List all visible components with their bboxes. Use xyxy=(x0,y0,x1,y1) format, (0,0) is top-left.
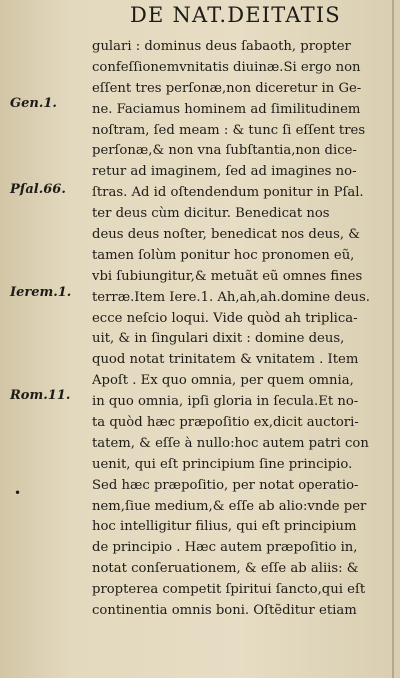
text-line: de principio . Hæc autem præpoſitio in, xyxy=(92,540,358,556)
margin-note-genesis: Gen.1. xyxy=(10,96,57,111)
text-line: in quo omnia, ipſi gloria in ſecula.Et no- xyxy=(92,394,359,410)
text-line: tamen ſolùm ponitur hoc pronomen eũ, xyxy=(92,247,355,263)
text-line: gulari : dominus deus ſabaoth, propter xyxy=(92,39,351,54)
text-line: notat conſeruationem, & eſſe ab aliis: & xyxy=(92,561,359,577)
text-line: quod notat trinitatem & vnitatem . Item xyxy=(92,352,359,368)
text-line: nem,ſiue medium,& eſſe ab alio:vnde per xyxy=(92,498,367,514)
text-line: ſtras. Ad id oſtendendum ponitur in Pſal. xyxy=(92,185,364,201)
text-line: uenit, qui eſt principium ſine principio. xyxy=(92,456,353,472)
text-line: ne. Faciamus hominem ad ſimilitudinem xyxy=(92,101,361,117)
text-line: uit, & in ſingulari dixit : domine deus, xyxy=(92,331,345,347)
text-line: Apoſt . Ex quo omnia, per quem omnia, xyxy=(92,373,354,389)
margin-note-jeremiah: Ierem.1. xyxy=(10,285,72,300)
text-line: eſſent tres perſonæ,non diceretur in Ge- xyxy=(92,80,362,96)
text-line: tatem, & eſſe à nullo:hoc autem patri con xyxy=(92,435,369,451)
text-line: deus deus noſter, benedicat nos deus, & xyxy=(92,227,361,243)
body-text xyxy=(92,37,398,622)
margin-note-psalm: Pſal.66. xyxy=(10,182,66,197)
margin-note-romans: Rom.11. xyxy=(10,388,71,403)
text-line: noſtram, ſed meam : & tunc ſi eſſent tres xyxy=(92,122,366,138)
text-line: ter deus cùm dicitur. Benedicat nos xyxy=(92,206,330,222)
text-line: propterea competit ſpiritui ſancto,qui eſt xyxy=(92,582,366,598)
text-line: confeſſionemvnitatis diuinæ.Si ergo non xyxy=(92,59,361,75)
text-line: terræ.Item Iere.1. Ah,ah,ah.domine deus. xyxy=(92,289,370,305)
running-head: DE NAT.DEITATIS xyxy=(130,3,341,27)
text-line: Sed hæc præpoſitio, per notat operatio- xyxy=(92,477,359,493)
text-line: perſonæ,& non vna ſubſtantia,non dice- xyxy=(92,143,357,159)
text-line: vbi ſubiungitur,& metuãt eũ omnes fines xyxy=(92,268,363,284)
text-line: ta quòd hæc præpoſitio ex,dicit auctori- xyxy=(92,415,359,431)
margin-bullet: • xyxy=(14,486,22,500)
text-line: hoc intelligitur filius, qui eſt principium xyxy=(92,519,357,535)
text-line: continentia omnis boni. Oſtẽditur etiam xyxy=(92,603,357,619)
text-line: ecce neſcio loqui. Vide quòd ah triplica- xyxy=(92,310,358,326)
text-line: retur ad imaginem, ſed ad imagines no- xyxy=(92,164,357,180)
